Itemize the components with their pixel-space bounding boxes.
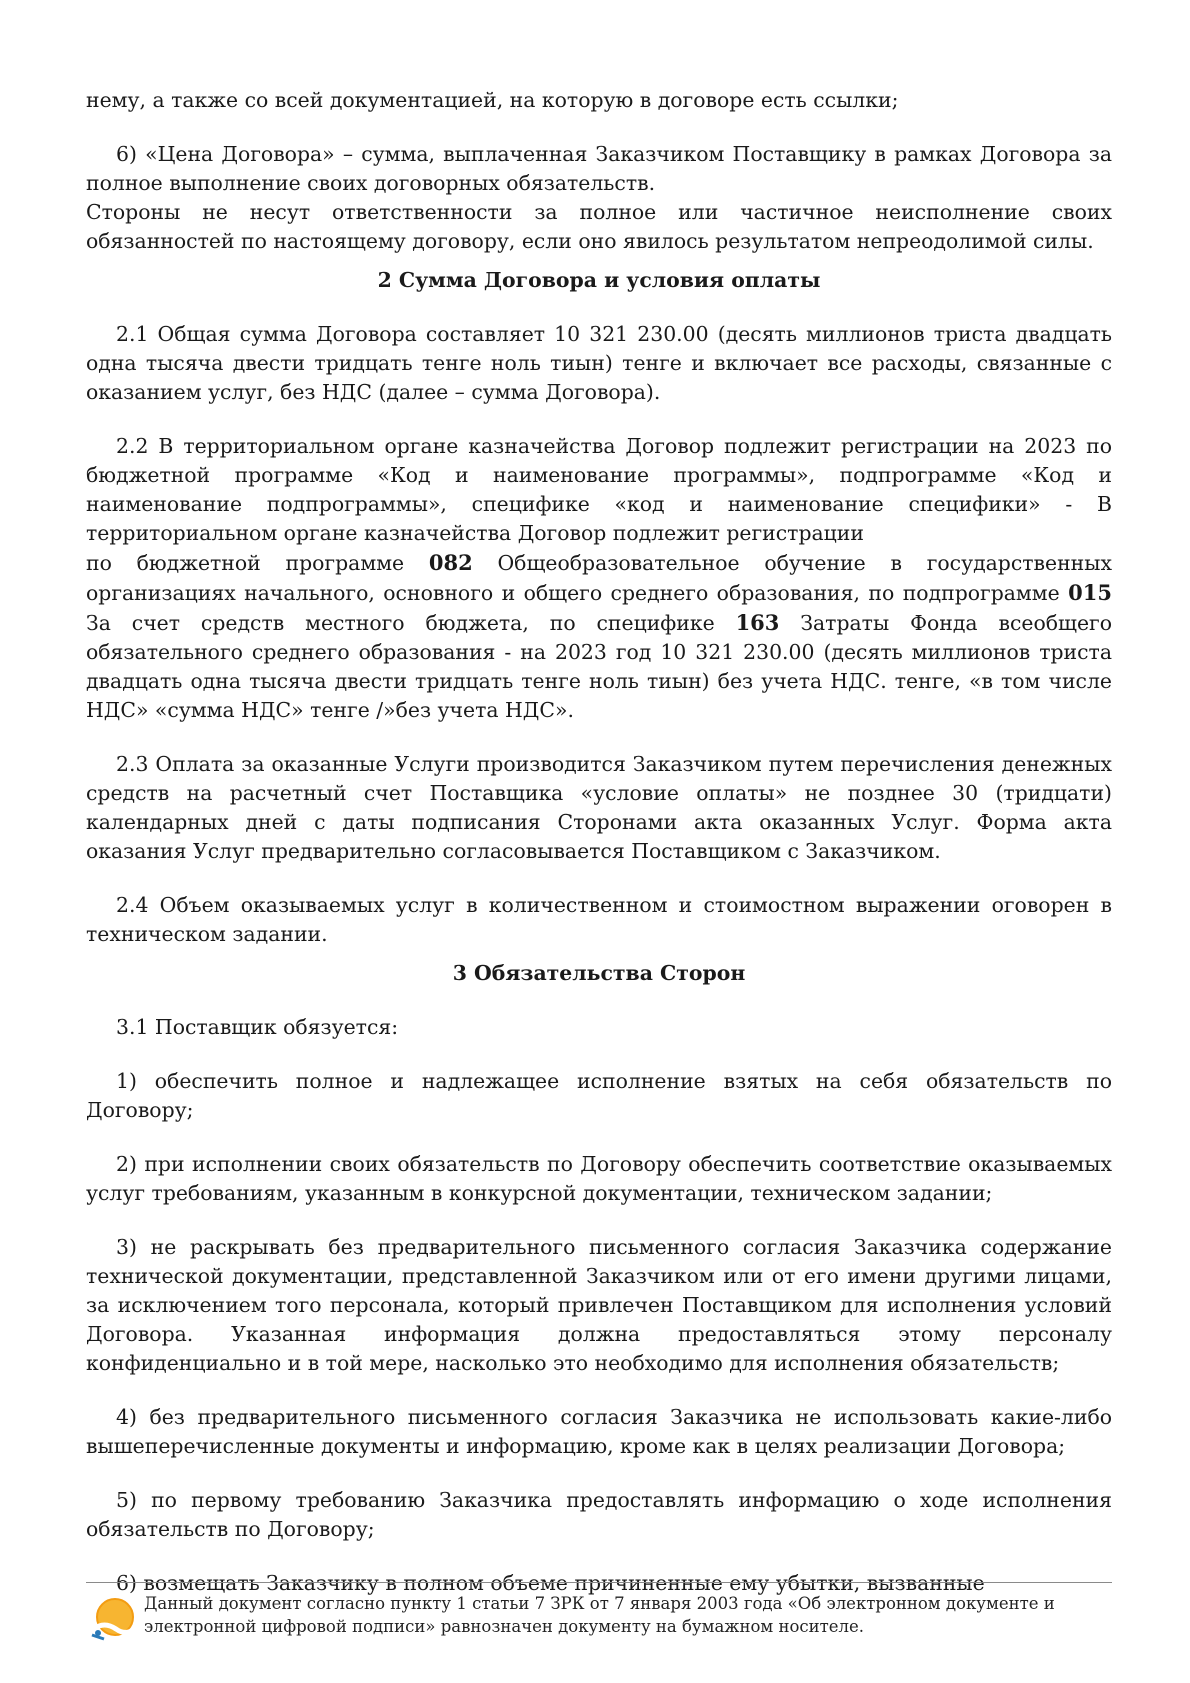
paragraph-2-2: 2.2 В территориальном органе казначейства Договор подлежит регистрации на 2023 по бюджетной программе «Код и наименование программы», подпрограмме «Код и наименование подпрограммы», специфике «код и наименование специфики» - В территориальном органе казначейства Договор подлежит регистрации [86,434,1112,545]
list-item-4: 4) без предварительного письменного согласия Заказчика не использовать какие-либо вышеперечисленные документы и информацию, кроме как в целях реализации Договора; [86,1405,1112,1458]
paragraph-contract-price-definition: 6) «Цена Договора» – сумма, выплаченная Заказчиком Поставщику в рамках Договора за полное выполнение своих договорных обязательств. [86,142,1112,195]
paragraph-2-2-budget [86,548,1112,725]
list-item-1: 1) обеспечить полное и надлежащее исполнение взятых на себя обязательств по Договору; [86,1069,1112,1122]
budget-text-1: по бюджетной программе [86,551,429,575]
list-item-5: 5) по первому требованию Заказчика предоставлять информацию о ходе исполнения обязательств по Договору; [86,1488,1112,1541]
list-item-2: 2) при исполнении своих обязательств по Договору обеспечить соответствие оказываемых услуг требованиям, указанным в конкурсной документации, техническом задании; [86,1152,1112,1205]
list-item-3: 3) не раскрывать без предварительного письменного согласия Заказчика содержание технической документации, представленной Заказчиком или от его имени другими лицами, за исключением того персонала, который привлечен Поставщиком для исполнения условий Договора. Указанная информация должна предоставляться этому персоналу конфиденциально и в той мере, насколько это необходимо для исполнения обязательств; [86,1235,1112,1375]
document-page [86,86,1112,1598]
paragraph-2-3: 2.3 Оплата за оказанные Услуги производится Заказчиком путем перечисления денежных средств на расчетный счет Поставщика «условие оплаты» не позднее 30 (тридцати) календарных дней с даты подписания Сторонами акта оказанных Услуг. Форма акта оказания Услуг предварительно согласовывается Поставщиком с Заказчиком. [86,752,1112,863]
paragraph-2-4: 2.4 Объем оказываемых услуг в количественном и стоимостном выражении оговорен в техническом задании. [86,893,1112,946]
budget-text-3: За счет средств местного бюджета, по специфике [86,611,736,635]
section-heading-2: 2 Сумма Договора и условия оплаты [377,268,821,292]
program-code: 082 [428,550,473,575]
paragraph-force-majeure: Стороны не несут ответственности за полное или частичное неисполнение своих обязанностей по настоящему договору, если оно явилось результатом непреодолимой силы. [86,200,1112,253]
subprogram-code: 015 [1068,580,1112,605]
specific-code: 163 [735,610,780,635]
paragraph-2-1: 2.1 Общая сумма Договора составляет 10 321 230.00 (десять миллионов триста двадцать одна тысяча двести тридцать тенге ноль тиын) тенге и включает все расходы, связанные с оказанием услуг, без НДС (далее – сумма Договора). [86,322,1112,404]
paragraph-3-1: 3.1 Поставщик обязуется: [116,1015,399,1039]
list-item-6: 6) возмещать Заказчику в полном объеме причиненные ему убытки, вызванные [116,1571,985,1595]
budget-text-4: Затраты Фонда всеобщего обязательного среднего образования - на 2023 год 10 321 230.00 (десять миллионов триста двадцать одна тысяча двести тридцать тенге ноль тиын) без учета НДС. тенге, «в том числе НДС» «сумма НДС» тенге /»без учета НДС». [86,611,1113,722]
footer-legal-note: Данный документ согласно пункту 1 статьи 7 ЗРК от 7 января 2003 года «Об электронном документе и электронной цифровой подписи» равнозначен документу на бумажном носителе. [144,1594,1055,1636]
section-heading-3: 3 Обязательства Сторон [452,961,746,985]
paragraph-references: нему, а также со всей документацией, на которую в договоре есть ссылки; [86,88,899,112]
budget-text-2: Общеобразовательное обучение в государственных организациях начального, основного и общего среднего образования, по подпрограмме [86,551,1112,605]
egov-sun-logo-icon [90,1595,136,1641]
